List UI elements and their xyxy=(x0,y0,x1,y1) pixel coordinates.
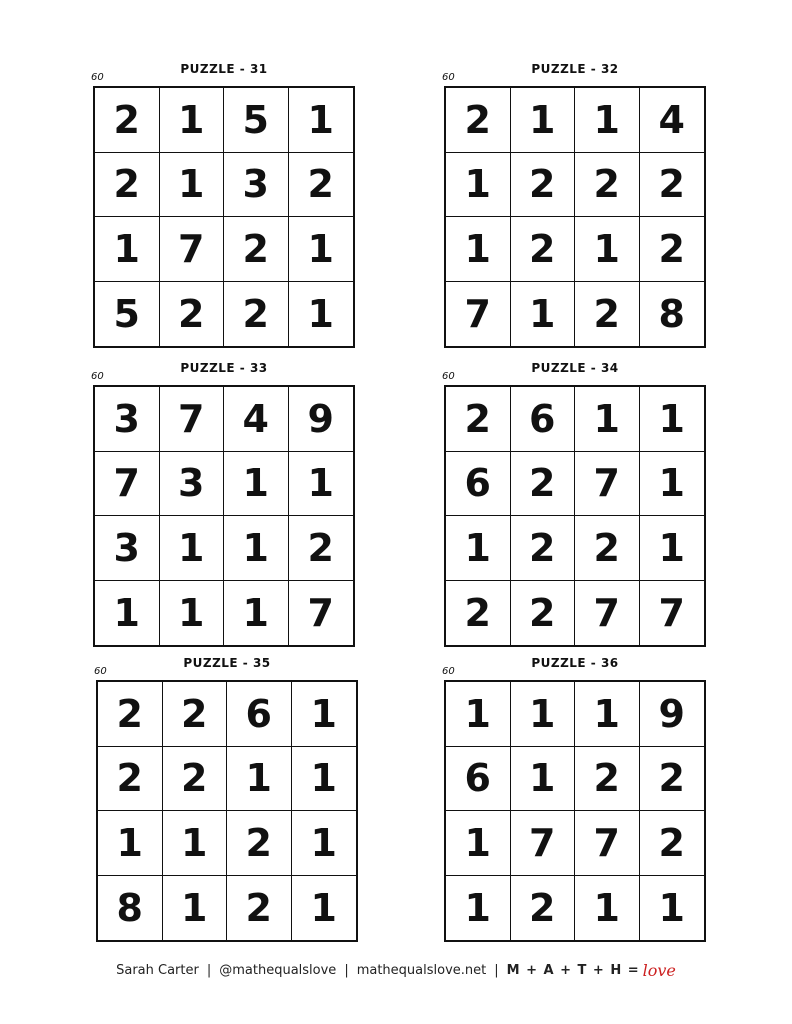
social-handle: @mathequalslove xyxy=(219,962,337,978)
grid-cell: 1 xyxy=(289,452,354,517)
grid-cell: 1 xyxy=(511,88,576,153)
brand-equation: M + A + T + H = xyxy=(506,962,640,978)
grid-cell: 7 xyxy=(575,581,640,646)
grid-cell: 1 xyxy=(160,516,225,581)
grid-cell: 2 xyxy=(289,153,354,218)
puzzle-target-number: 60 xyxy=(94,666,107,677)
grid-cell: 7 xyxy=(575,811,640,876)
puzzle-title: PUZZLE - 34 xyxy=(531,361,619,375)
grid-cell: 2 xyxy=(511,876,576,941)
puzzle-32 xyxy=(442,62,706,348)
grid-cell: 1 xyxy=(446,811,511,876)
grid-cell: 1 xyxy=(511,682,576,747)
grid-cell: 9 xyxy=(289,387,354,452)
grid-cell: 2 xyxy=(575,516,640,581)
puzzle-grid xyxy=(93,385,355,647)
grid-cell: 1 xyxy=(98,811,163,876)
grid-cell: 1 xyxy=(224,452,289,517)
grid-cell: 1 xyxy=(640,387,705,452)
grid-cell: 1 xyxy=(575,876,640,941)
grid-cell: 2 xyxy=(163,747,228,812)
grid-cell: 2 xyxy=(511,516,576,581)
puzzle-35 xyxy=(94,656,358,942)
grid-cell: 8 xyxy=(98,876,163,941)
footer-separator: | xyxy=(206,962,212,978)
grid-cell: 2 xyxy=(640,153,705,218)
grid-cell: 7 xyxy=(658,590,685,635)
puzzle-31 xyxy=(91,62,355,348)
grid-cell: 1 xyxy=(95,581,160,646)
grid-cell: 2 xyxy=(224,217,289,282)
grid-cell: 7 xyxy=(95,452,160,517)
grid-cell: 2 xyxy=(446,581,511,646)
grid-cell: 6 xyxy=(511,387,576,452)
puzzle-target-number: 60 xyxy=(91,72,104,83)
grid-cell: 1 xyxy=(575,88,640,153)
grid-cell: 7 xyxy=(160,387,225,452)
puzzle-grid xyxy=(444,385,706,647)
puzzle-grid xyxy=(96,680,358,942)
grid-cell: 1 xyxy=(95,217,160,282)
grid-cell: 1 xyxy=(227,747,292,812)
grid-cell: 1 xyxy=(224,516,289,581)
grid-cell: 2 xyxy=(289,516,354,581)
grid-cell: 2 xyxy=(640,217,705,282)
author-name: Sarah Carter xyxy=(116,962,199,978)
grid-cell: 1 xyxy=(224,581,289,646)
grid-cell: 3 xyxy=(95,387,160,452)
grid-cell: 2 xyxy=(575,282,640,347)
grid-cell: 1 xyxy=(310,885,337,930)
grid-cell: 2 xyxy=(511,581,576,646)
grid-cell: 6 xyxy=(227,682,292,747)
puzzle-title: PUZZLE - 33 xyxy=(180,361,268,375)
grid-cell: 7 xyxy=(446,282,511,347)
grid-cell: 2 xyxy=(511,153,576,218)
brand-love-logo: love xyxy=(642,960,676,980)
grid-cell: 1 xyxy=(446,516,511,581)
grid-cell: 1 xyxy=(575,682,640,747)
grid-cell: 1 xyxy=(160,153,225,218)
grid-cell: 1 xyxy=(511,282,576,347)
grid-cell: 1 xyxy=(511,747,576,812)
puzzle-target-number: 60 xyxy=(442,666,455,677)
grid-cell: 2 xyxy=(224,282,289,347)
grid-cell: 6 xyxy=(446,452,511,517)
puzzle-target-number: 60 xyxy=(91,371,104,382)
grid-cell: 1 xyxy=(292,747,357,812)
grid-cell: 2 xyxy=(95,88,160,153)
grid-cell: 1 xyxy=(446,217,511,282)
website: mathequalslove.net xyxy=(356,962,487,978)
grid-cell: 7 xyxy=(307,590,334,635)
puzzle-grid xyxy=(93,86,355,348)
grid-cell: 1 xyxy=(289,217,354,282)
grid-cell: 2 xyxy=(511,452,576,517)
grid-cell: 3 xyxy=(95,516,160,581)
grid-cell: 2 xyxy=(227,811,292,876)
grid-cell: 1 xyxy=(289,88,354,153)
grid-cell: 4 xyxy=(640,88,705,153)
grid-cell: 1 xyxy=(292,811,357,876)
grid-cell: 2 xyxy=(640,747,705,812)
grid-cell: 1 xyxy=(575,387,640,452)
puzzle-title: PUZZLE - 31 xyxy=(180,62,268,76)
puzzle-33 xyxy=(91,361,355,647)
grid-cell: 3 xyxy=(160,452,225,517)
grid-cell: 5 xyxy=(224,88,289,153)
grid-cell: 2 xyxy=(98,682,163,747)
grid-cell: 2 xyxy=(160,282,225,347)
grid-cell: 2 xyxy=(227,876,292,941)
grid-cell: 4 xyxy=(224,387,289,452)
grid-cell: 1 xyxy=(307,291,334,336)
grid-cell: 2 xyxy=(163,682,228,747)
grid-cell: 9 xyxy=(640,682,705,747)
grid-cell: 7 xyxy=(160,217,225,282)
puzzle-36 xyxy=(442,656,706,942)
grid-cell: 2 xyxy=(575,153,640,218)
grid-cell: 1 xyxy=(163,876,228,941)
grid-cell: 1 xyxy=(640,516,705,581)
footer-credits xyxy=(0,958,792,982)
puzzle-grid xyxy=(444,680,706,942)
grid-cell: 1 xyxy=(163,811,228,876)
grid-cell: 2 xyxy=(98,747,163,812)
puzzle-target-number: 60 xyxy=(442,72,455,83)
puzzle-title: PUZZLE - 36 xyxy=(531,656,619,670)
grid-cell: 2 xyxy=(640,811,705,876)
grid-cell: 1 xyxy=(446,153,511,218)
grid-cell: 1 xyxy=(658,885,685,930)
grid-cell: 5 xyxy=(95,282,160,347)
grid-cell: 1 xyxy=(575,217,640,282)
puzzle-title: PUZZLE - 32 xyxy=(531,62,619,76)
footer-separator: | xyxy=(344,962,349,978)
puzzle-title: PUZZLE - 35 xyxy=(183,656,271,670)
grid-cell: 1 xyxy=(446,682,511,747)
grid-cell: 7 xyxy=(511,811,576,876)
grid-cell: 2 xyxy=(446,387,511,452)
grid-cell: 1 xyxy=(160,88,225,153)
grid-cell: 2 xyxy=(575,747,640,812)
puzzle-34 xyxy=(442,361,706,647)
grid-cell: 1 xyxy=(446,876,511,941)
grid-cell: 7 xyxy=(575,452,640,517)
grid-cell: 6 xyxy=(446,747,511,812)
grid-cell: 1 xyxy=(292,682,357,747)
puzzle-target-number: 60 xyxy=(442,371,455,382)
grid-cell: 2 xyxy=(511,217,576,282)
footer-separator: | xyxy=(494,962,499,978)
grid-cell: 8 xyxy=(658,291,685,336)
grid-cell: 2 xyxy=(446,88,511,153)
grid-cell: 1 xyxy=(160,581,225,646)
grid-cell: 3 xyxy=(224,153,289,218)
grid-cell: 1 xyxy=(640,452,705,517)
puzzle-grid xyxy=(444,86,706,348)
grid-cell: 2 xyxy=(95,153,160,218)
